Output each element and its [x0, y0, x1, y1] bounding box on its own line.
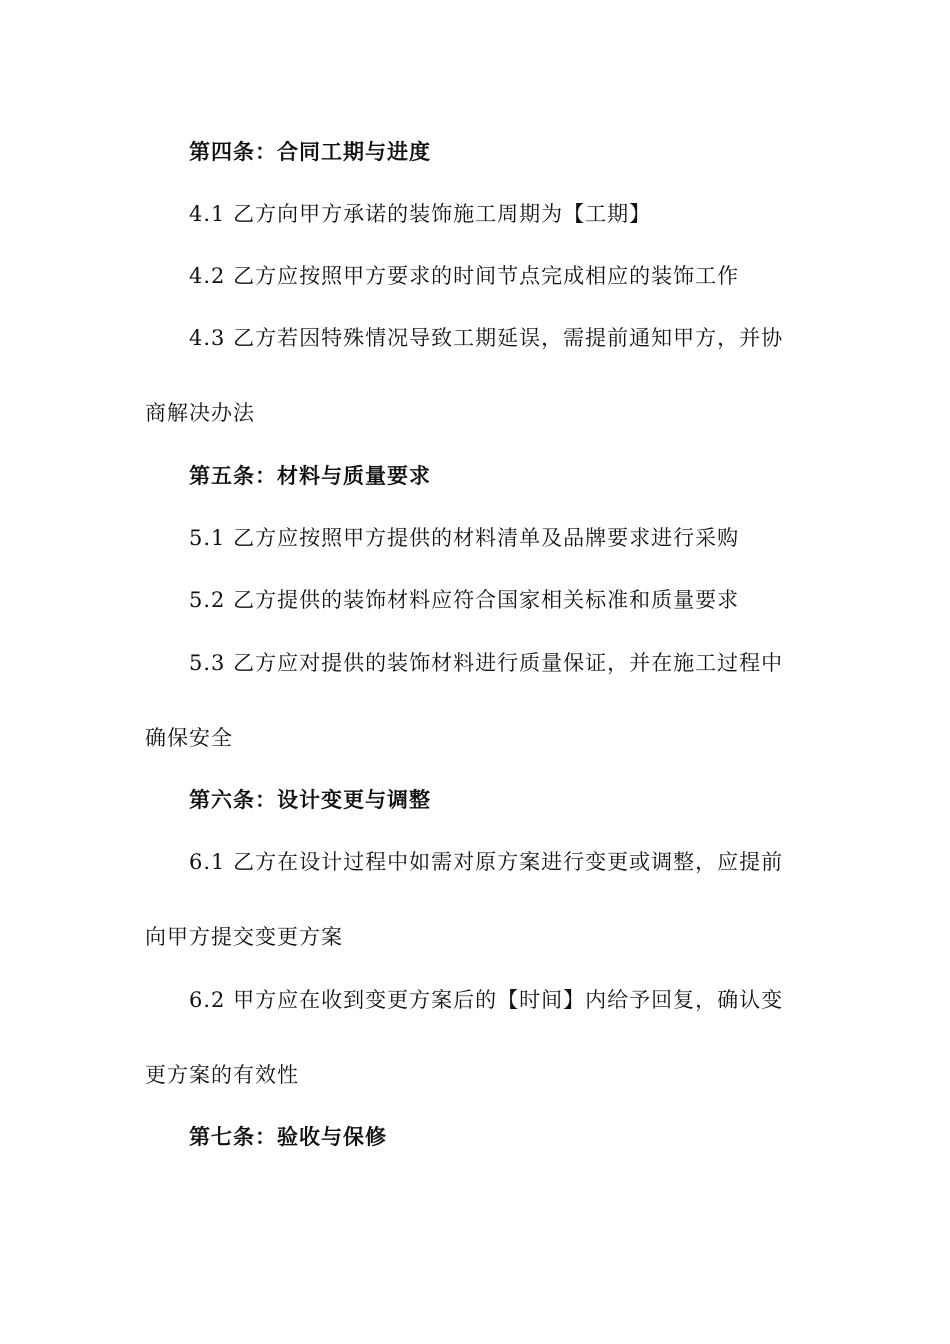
clause-6-2-continued: 更方案的有效性 [145, 1063, 299, 1087]
clause-6-1-continued: 向甲方提交变更方案 [145, 925, 343, 949]
section-heading-7: 第七条：验收与保修 [189, 1125, 387, 1149]
section-heading-4: 第四条：合同工期与进度 [189, 140, 431, 164]
clause-6-2: 6.2 甲方应在收到变更方案后的【时间】内给予回复，确认变 [189, 988, 784, 1012]
clause-4-2: 4.2 乙方应按照甲方要求的时间节点完成相应的装饰工作 [189, 264, 740, 288]
clause-5-1: 5.1 乙方应按照甲方提供的材料清单及品牌要求进行采购 [189, 526, 740, 550]
clause-5-2: 5.2 乙方提供的装饰材料应符合国家相关标准和质量要求 [189, 588, 740, 612]
clause-4-3: 4.3 乙方若因特殊情况导致工期延误，需提前通知甲方，并协 [189, 326, 784, 350]
clause-4-1: 4.1 乙方向甲方承诺的装饰施工周期为【工期】 [189, 202, 652, 226]
clause-5-3: 5.3 乙方应对提供的装饰材料进行质量保证，并在施工过程中 [189, 651, 784, 675]
section-heading-5: 第五条：材料与质量要求 [189, 464, 431, 488]
clause-4-3-continued: 商解决办法 [145, 401, 255, 425]
clause-5-3-continued: 确保安全 [145, 726, 233, 750]
section-heading-6: 第六条：设计变更与调整 [189, 788, 431, 812]
clause-6-1: 6.1 乙方在设计过程中如需对原方案进行变更或调整，应提前 [189, 850, 784, 874]
